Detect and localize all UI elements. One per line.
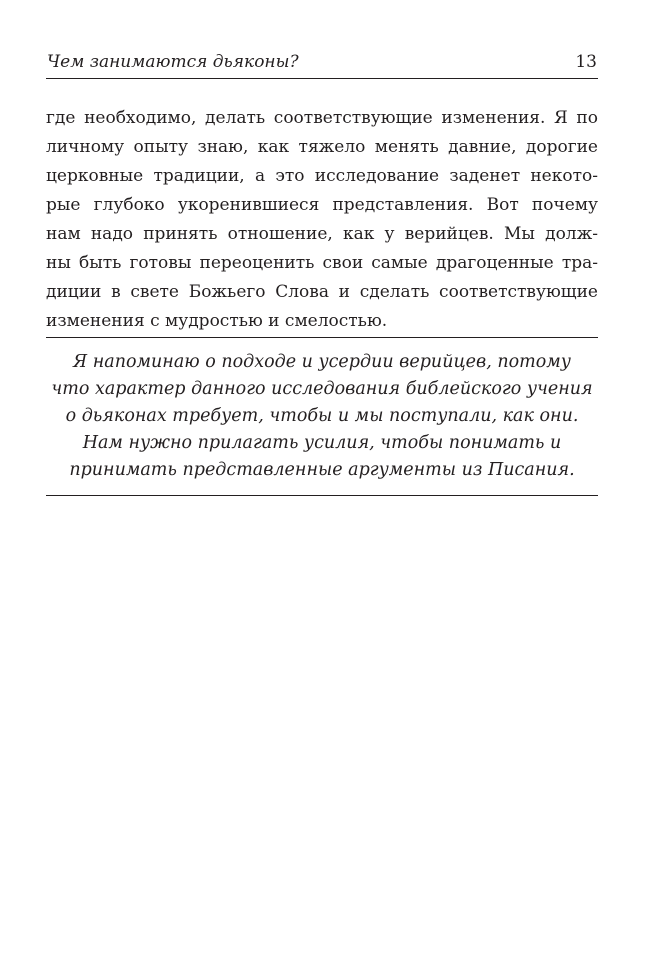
pull-quote-line: о дьяконах требует, чтобы и мы поступали, как они. [65, 406, 579, 426]
body-line: рые глубоко укоренившиеся представления. Вот почему [46, 195, 598, 215]
page-number: 13 [575, 52, 597, 72]
body-line: диции в свете Божьего Слова и сделать соответствующие [46, 282, 598, 302]
book-page [46, 0, 598, 970]
body-line: где необходимо, делать соответствующие изменения. Я по [46, 108, 598, 128]
pull-quote-line: что характер данного исследования библейского учения [51, 379, 593, 399]
body-line: изменения с мудростью и смелостью. [46, 311, 388, 331]
pull-quote-line: Я напоминаю о подходе и усердии верийцев, потому [73, 352, 571, 372]
body-line: ны быть готовы переоценить свои самые драгоценные тра- [46, 253, 598, 273]
body-line: нам надо принять отношение, как у верийцев. Мы долж- [46, 224, 598, 244]
body-paragraph [46, 104, 598, 336]
pull-quote-text [46, 349, 598, 484]
body-line: личному опыту знаю, как тяжело менять давние, дорогие [46, 137, 598, 157]
running-title: Чем занимаются дьяконы? [47, 52, 299, 72]
running-header [46, 50, 598, 79]
pull-quote-line: Нам нужно прилагать усилия, чтобы понимать и [82, 433, 562, 453]
body-line: церковные традиции, а это исследование заденет некото- [46, 166, 598, 186]
pull-quote [46, 337, 598, 496]
pull-quote-line: принимать представленные аргументы из Писания. [69, 460, 575, 480]
